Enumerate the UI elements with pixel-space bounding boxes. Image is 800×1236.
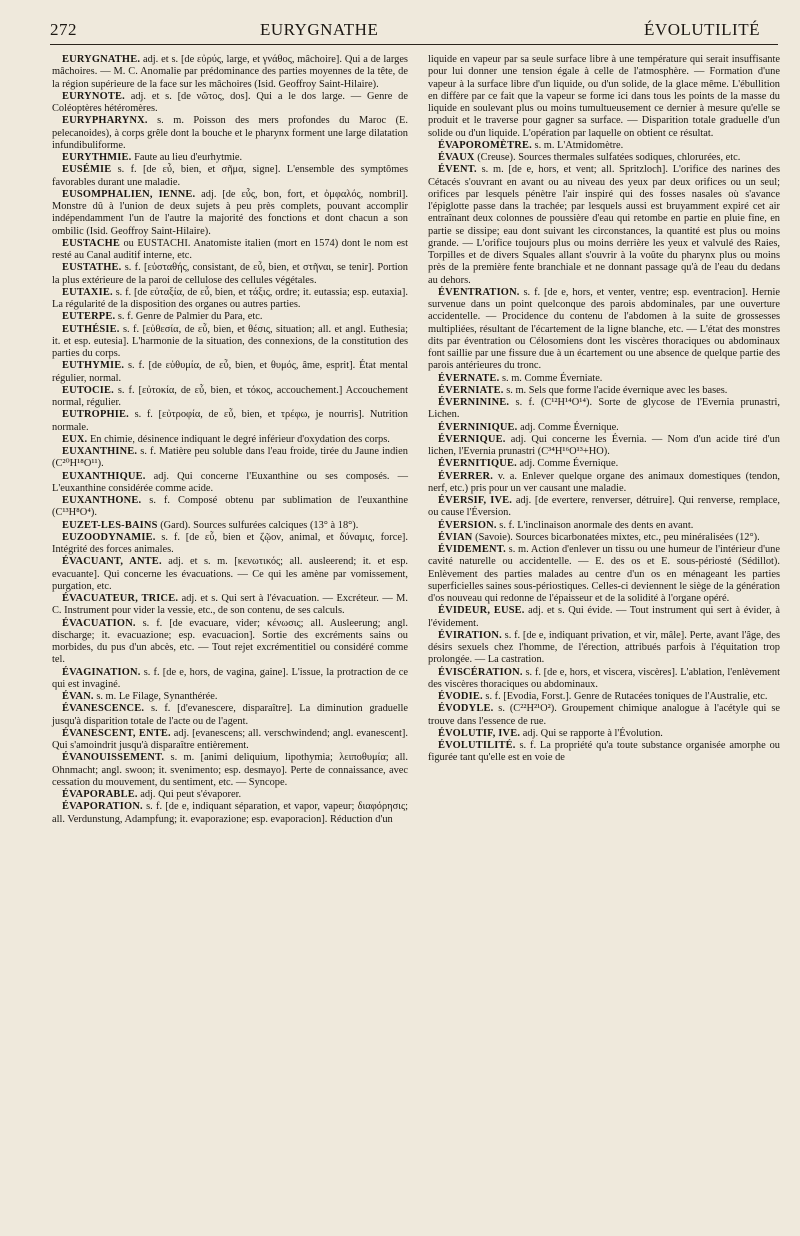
dictionary-entry: [428, 471, 780, 496]
dictionary-entry: [52, 262, 408, 287]
dictionary-entry: [52, 152, 408, 164]
dictionary-entry: [52, 434, 408, 446]
entry-definition: s. m. Le Filage, Synanthérée.: [96, 691, 218, 702]
entry-definition: s. f. [εὐσταθής, consistant, de εὖ, bien, et στῆναι, se tenir]. Portion la plus extérieure de la paroi de cellulose des cellules végétales.: [52, 262, 408, 286]
dictionary-entry: [428, 667, 780, 692]
entry-definition: adj. et s. [de εὐρύς, large, et γνάθος, mâchoire]. Qui a de larges mâchoires. — M. C. Anomalie par prédominance des parties moyennes de la tête, de la région supérieure de la face sur les mâchoires (Isid. Geoffroy Saint-Hilaire).: [52, 54, 408, 90]
dictionary-entry: [52, 54, 408, 91]
entry-definition: s. f. [εὐτροφία, de εὖ, bien, et τρέφω, je nourris]. Nutrition normale.: [52, 409, 408, 433]
dictionary-entry: [52, 409, 408, 434]
entry-definition: s. m. L'Atmidomètre.: [534, 139, 624, 151]
dictionary-entry: [428, 373, 780, 385]
entry-headword: ÉVIRATION.: [438, 629, 502, 641]
dictionary-entry: [428, 532, 780, 544]
dictionary-entry: [428, 630, 780, 667]
entry-definition: s. m. [animi deliquium, lipothymia; λειποθυμία; all. Ohnmacht; angl. swoon; it. svenimento; esp. desmayo]. Perte de connaissance, avec cessation du mouvement, du sentiment, etc. — Syncope.: [52, 752, 408, 788]
entry-headword: EURYTHMIE.: [62, 152, 132, 163]
dictionary-entry: [52, 495, 408, 520]
entry-definition: (Gard). Sources sulfurées calciques (13° à 18°).: [160, 519, 359, 531]
dictionary-entry: [52, 801, 408, 826]
entry-definition: adj. et s. m. [κενωτικός; all. ausleerend; it. et esp. evacuante]. Qui concerne les évacuations. — Ce qui les amène par vomissement, purgation, etc.: [52, 556, 409, 592]
entry-headword: ÉVERRER.: [438, 470, 494, 482]
dictionary-entry: [428, 397, 780, 422]
entry-definition: s. f. [Evodia, Forst.]. Genre de Rutacées toniques de l'Australie, etc.: [485, 691, 768, 702]
entry-headword: EUTOCIE.: [62, 384, 114, 396]
entry-headword: ÉVANESCENCE.: [62, 703, 145, 715]
dictionary-entry: [52, 471, 408, 496]
entry-headword: EUTAXIE.: [62, 286, 113, 298]
entry-headword: ÉVIAN: [438, 531, 473, 543]
entry-definition: adj. et s. Qui évide. — Tout instrument qui sert à évider, à l'évidement.: [428, 605, 780, 629]
dictionary-entry: [428, 520, 780, 532]
entry-headword: ÉVIDEMENT.: [438, 544, 506, 555]
dictionary-entry: [428, 422, 780, 434]
entry-headword: ÉVERSION.: [438, 519, 497, 531]
entry-headword: EUZOODYNAMIE.: [62, 531, 156, 543]
dictionary-entry: [52, 189, 408, 238]
entry-headword: ÉVAGINATION.: [62, 666, 141, 678]
guide-word-right: ÉVOLUTILITÉ: [644, 20, 760, 39]
entry-definition: adj. et s. Qui sert à l'évacuation. — Excréteur. — M. C. Instrument pour vider la vessie, etc., de son contenu, de ses calculs.: [52, 593, 408, 617]
dictionary-entry: [428, 385, 780, 397]
entry-definition: liquide en vapeur par sa seule surface libre à une température qui serait insuffisante pour lui donner une tension égale à celle de l'atmosphère. — Formation d'une vapeur à la surface libre d'un liquide, ou d'un solide, de la glace même. L'ébullition en diffère par ce fait que la vapeur se forme ici dans tous les points de la masse du liquide en soulevant plus ou moins tumultueusement ce dernier à mesure qu'elle se produit et le traverse pour gagner sa surface. — Disparition totale graduelle d'un solide ou d'un liquide. L'opération par laquelle on obtient ce résultat.: [428, 54, 780, 139]
entry-definition: En chimie, désinence indiquant le degré inférieur d'oxydation des corps.: [89, 433, 390, 445]
entry-headword: EURYGNATHE.: [62, 54, 141, 65]
entry-headword: ÉVACUATION.: [62, 617, 136, 629]
entry-headword: ÉVAN.: [62, 691, 94, 702]
entry-headword: EUSOMPHALIEN, IENNE.: [62, 188, 196, 200]
entry-headword: ÉVACUANT, ANTE.: [62, 556, 162, 568]
entry-headword: EURYNOTE.: [62, 90, 125, 102]
entry-definition: s. f. [de e, hors, et viscera, viscères]. L'ablation, l'enlèvement des viscères thoraciques ou abdominaux.: [428, 666, 780, 690]
entry-definition: adj. Comme Évernique.: [520, 421, 619, 433]
dictionary-entry: [428, 54, 780, 140]
dictionary-entry: [52, 287, 408, 312]
dictionary-entry: [428, 605, 780, 630]
entry-definition: s. f. [de e, indiquant séparation, et vapor, vapeur; διαφόρησις; all. Verdunstung, Adampfung; it. evaporazione; esp. evaporacion]. Réduction d'un: [52, 801, 408, 825]
entry-definition: s. m. Poisson des mers profondes du Maroc (E. pelecanoides), à corps grêle dont la bouche et le pharynx forment une large dilatation infundibuliforme.: [52, 115, 408, 151]
entry-definition: adj. [evanescens; all. verschwindend; angl. evanescent]. Qui s'amoindrit jusqu'à disparaître entièrement.: [52, 727, 408, 751]
dictionary-entry: [428, 434, 780, 459]
entry-headword: EUSTACHE: [62, 237, 120, 249]
entry-definition: s. m. Sels que forme l'acide évernique avec les bases.: [506, 384, 728, 396]
dictionary-entry: [52, 728, 408, 753]
entry-definition: adj. Qui concerne l'Euxanthine ou ses composés. — L'euxanthine considérée comme acide.: [52, 470, 408, 494]
entry-headword: ÉVODYLE.: [438, 703, 494, 715]
entry-definition: s. f. Matière peu soluble dans l'eau froide, tirée du Jaune indien (C²⁰H¹⁸O¹¹).: [52, 446, 408, 470]
entry-headword: ÉVERNIQUE.: [438, 433, 506, 445]
entry-headword: EUXANTHINE.: [62, 446, 138, 457]
entry-headword: EUZET-LES-BAINS: [62, 519, 158, 531]
dictionary-entry: [52, 752, 408, 789]
entry-definition: s. m. Comme Éverniate.: [501, 372, 603, 384]
dictionary-entry: [52, 311, 408, 323]
dictionary-entry: [428, 287, 780, 373]
entry-headword: EURYPHARYNX.: [62, 115, 148, 127]
dictionary-entry: [428, 691, 780, 703]
entry-definition: s. f. [εὐτοκία, de εὖ, bien, et τόκος, accouchement.] Accouchement normal, régulier.: [52, 384, 408, 408]
dictionary-entry: [52, 115, 408, 152]
entry-headword: ÉVERNATE.: [438, 372, 500, 384]
entry-headword: ÉVENT.: [438, 164, 477, 176]
entry-definition: s. f. L'inclinaison anormale des dents en avant.: [499, 519, 694, 531]
dictionary-entry: [52, 520, 408, 532]
entry-definition: s. f. [de evacuare, vider; κένωσις; all. Ausleerung; angl. discharge; it. evacuazione; esp. evacuacion]. Sortie des excréments sains ou morbides, du pus d'un abcès, etc. — Tout rejet excrémentitiel ou considéré comme tel.: [52, 617, 408, 666]
dictionary-entry: [52, 593, 408, 618]
entry-definition: adj. Qui peut s'évaporer.: [140, 789, 242, 800]
dictionary-entry: [52, 385, 408, 410]
entry-headword: ÉVERNININE.: [438, 397, 510, 408]
entry-headword: ÉVOLUTIF, IVE.: [438, 727, 521, 739]
entry-headword: ÉVAUX: [438, 152, 475, 163]
entry-headword: EUTHÉSIE.: [62, 323, 120, 335]
entry-definition: s. m. [de e, hors, et vent; all. Spritzloch]. L'orifice des narines des Cétacés s'ouvrant en avant ou au niveau des yeux par deux orifices ou un seul; orifices par lesquels pénètre l'air inspiré qui des fosses nasales où s'avance l'épiglotte passe dans la trachée; par lesquels aussi est bruyamment expiré cet air entraînant deux colonnes de poussière d'eau qui retombe en partie en pluie fine, en partie se dissipe; eau dont suivant les circonstances, la quantité est plus ou moins grande. — L'orifice toujours plus ou moins derrière les yeux et valvulé des Raies, Torpilles et de divers Squales allant s'ouvrir à la voûte du pharynx plus ou moins près de la première fente branchiale et ne donnant passage qu'à de l'eau du dedans au dehors.: [428, 164, 780, 286]
entry-headword: ÉVERNITIQUE.: [438, 458, 517, 470]
entry-headword: ÉVERNINIQUE.: [438, 421, 518, 433]
entry-headword: ÉVISCÉRATION.: [438, 666, 523, 678]
entry-definition: s. f. [de e, hors, et venter, ventre; esp. eventracion]. Hernie survenue dans un point quelconque des parois abdominales, par une ouverture accidentelle. — Procidence du contenu de l'abdomen à la suite de grossesses multipliées, résultant de l'écartement de la ligne blanche, etc. — L'état des monstres dits par éventration ou Célosomiens dont les viscères thoraciques ou abdominaux font saillie par une fissure due à un écartement ou une absence de quelque partie des parois antérieures du tronc.: [428, 286, 780, 372]
dictionary-entry: [52, 360, 408, 385]
dictionary-entry: [52, 324, 408, 361]
entry-definition: s. f. Composé obtenu par sublimation de l'euxanthine (C¹³H⁸O⁴).: [52, 495, 408, 519]
entry-definition: s. f. [de εὖ, bien, et σῆμα, signe]. L'ensemble des symptômes favorables durant une maladie.: [52, 164, 408, 188]
entry-definition: ou EUSTACHI. Anatomiste italien (mort en 1574) dont le nom est resté au Canal auditif interne, etc.: [52, 237, 408, 261]
dictionary-entry: [428, 703, 780, 728]
entry-definition: adj. [de evertere, renverser, détruire]. Qui renverse, remplace, ou cause l'Éversion.: [428, 495, 780, 519]
entry-headword: ÉVERNIATE.: [438, 384, 504, 396]
entry-headword: ÉVAPORATION.: [62, 801, 143, 813]
entry-headword: ÉVERSIF, IVE.: [438, 495, 513, 506]
dictionary-entry: [52, 532, 408, 557]
dictionary-entry: [52, 238, 408, 263]
entry-definition: s. f. [de εὐθυμία, de εὖ, bien, et θυμός, âme, esprit]. État mental régulier, normal.: [52, 360, 408, 384]
entry-definition: s. f. [de e, hors, de vagina, gaine]. L'issue, la protraction de ce qui est invaginé.: [52, 666, 408, 690]
entry-definition: s. f. [de εὖ, bien et ζῷον, animal, et δύναμις, force]. Intégrité des forces animales.: [52, 531, 408, 555]
dictionary-entry: [428, 495, 780, 520]
dictionary-entry: [52, 691, 408, 703]
dictionary-entry: [428, 140, 780, 152]
entry-definition: Faute au lieu d'eurhytmie.: [134, 152, 243, 163]
entry-headword: EUX.: [62, 433, 88, 445]
entry-definition: adj. Qui concerne les Évernia. — Nom d'un acide tiré d'un lichen, l'Evernia prunastri (C³⁴H¹⁶O¹³+HO).: [428, 433, 780, 457]
entry-definition: adj. Qui se rapporte à l'Évolution.: [522, 727, 663, 739]
entry-definition: (Creuse). Sources thermales sulfatées sodiques, chlorurées, etc.: [477, 152, 741, 163]
entry-headword: EUTHYMIE.: [62, 360, 125, 372]
entry-definition: s. f. [d'evanescere, disparaître]. La diminution graduelle jusqu'à disparition totale de l'acte ou de l'agent.: [52, 703, 408, 727]
entry-definition: adj. Comme Évernique.: [519, 458, 619, 470]
entry-headword: ÉVANESCENT, ENTE.: [62, 727, 171, 739]
entry-headword: ÉVANOUISSEMENT.: [62, 752, 165, 764]
dictionary-entry: [52, 789, 408, 801]
entry-headword: EUTERPE.: [62, 311, 116, 323]
entry-headword: EUSTATHE.: [62, 262, 122, 274]
entry-definition: s. f. [εὐθεσία, de εὖ, bien, et θέσις, situation; all. et angl. Euthesia; it. et esp. eutesia]. L'harmonie de la situation, des connexions, de la constitution des parties du corps.: [52, 323, 408, 359]
dictionary-entry: [428, 152, 780, 164]
dictionary-entry: [428, 740, 780, 765]
dictionary-entry: [428, 728, 780, 740]
entry-headword: ÉVIDEUR, EUSE.: [438, 605, 525, 617]
entry-headword: EUXANTHONE.: [62, 495, 142, 506]
entry-headword: ÉVAPOROMÈTRE.: [438, 139, 532, 151]
entry-definition: s. f. La propriété qu'a toute substance organisée amorphe ou figurée tant qu'elle est en voie de: [428, 740, 780, 764]
dictionary-entry: [52, 667, 408, 692]
dictionary-entry: [52, 164, 408, 189]
entry-definition: v. a. Enlever quelque organe des animaux domestiques (tendon, nerf, etc.) pris pour un ver causant une maladie.: [428, 470, 780, 494]
entry-headword: EUTROPHIE.: [62, 409, 129, 421]
entry-definition: s. f. [de εὐταξία, de εὖ, bien, et τάξις, ordre; it. eutassia; esp. eutaxia]. La régularité de la disposition des organes ou autres parties.: [52, 286, 408, 310]
entry-headword: ÉVOLUTILITÉ.: [438, 740, 516, 751]
entry-definition: s. f. [de e, indiquant privation, et vir, mâle]. Perte, avant l'âge, des désirs sexuels chez l'homme, de l'érection, attribués parfois à l'équitation trop prolongée. — La castration.: [428, 629, 780, 666]
dictionary-entry: [52, 91, 408, 116]
dictionary-entry: [52, 618, 408, 667]
dictionary-entry: [52, 556, 408, 593]
dictionary-entry: [52, 703, 408, 728]
entry-definition: s. (C²²H²¹O²). Groupement chimique analogue à l'acétyle qui se trouve dans l'essence de rue.: [428, 703, 780, 727]
page-number: 272: [50, 20, 77, 39]
entry-definition: s. f. (C¹²H¹⁴O¹⁴). Sorte de glycose de l'Evernia prunastri, Lichen.: [428, 397, 780, 421]
right-column: [428, 54, 780, 765]
dictionary-entry: [52, 446, 408, 471]
entry-headword: EUSÉMIE: [62, 164, 112, 176]
entry-definition: (Savoie). Sources bicarbonatées mixtes, etc., peu minéralisées (12°).: [475, 531, 760, 543]
entry-headword: ÉVACUATEUR, TRICE.: [62, 593, 179, 604]
dictionary-entry: [428, 164, 780, 287]
dictionary-entry: [428, 544, 780, 605]
running-header: [50, 18, 778, 45]
entry-definition: s. m. Action d'enlever un tissu ou une humeur de l'intérieur d'une cavité naturelle ou accidentelle. — E. des os et E. sous-périosté (Sédillot). Enlèvement des parties malades au centre d'un os en ménageant les parties superficielles saines sous-périostiques. Celles-ci deviennent le siège de la génération d'os nouveau qui redonne de l'épaisseur et de la solidité à l'organe opéré.: [428, 544, 780, 604]
entry-definition: s. f. Genre de Palmier du Para, etc.: [117, 311, 263, 323]
entry-headword: ÉVENTRATION.: [438, 286, 520, 298]
dictionary-entry: [428, 458, 780, 470]
entry-definition: adj. [de εὖς, bon, fort, et ὀμφαλός, nombril]. Monstre dû à l'union de deux sujets à peu près complets, pouvant accomplir indépendamment l'un de l'autre la majorité des fonctions et dont chacun a son ombilic (Isid. Geoffroy Saint-Hilaire).: [52, 188, 408, 237]
guide-word-left: EURYGNATHE: [260, 20, 379, 39]
entry-headword: EUXANTHIQUE.: [62, 470, 146, 482]
entry-headword: ÉVODIE.: [438, 691, 483, 702]
entry-definition: adj. et s. [de νῶτος, dos]. Qui a le dos large. — Genre de Coléoptères hétéromères.: [52, 90, 408, 114]
left-column: [52, 54, 408, 826]
entry-headword: ÉVAPORABLE.: [62, 789, 138, 800]
